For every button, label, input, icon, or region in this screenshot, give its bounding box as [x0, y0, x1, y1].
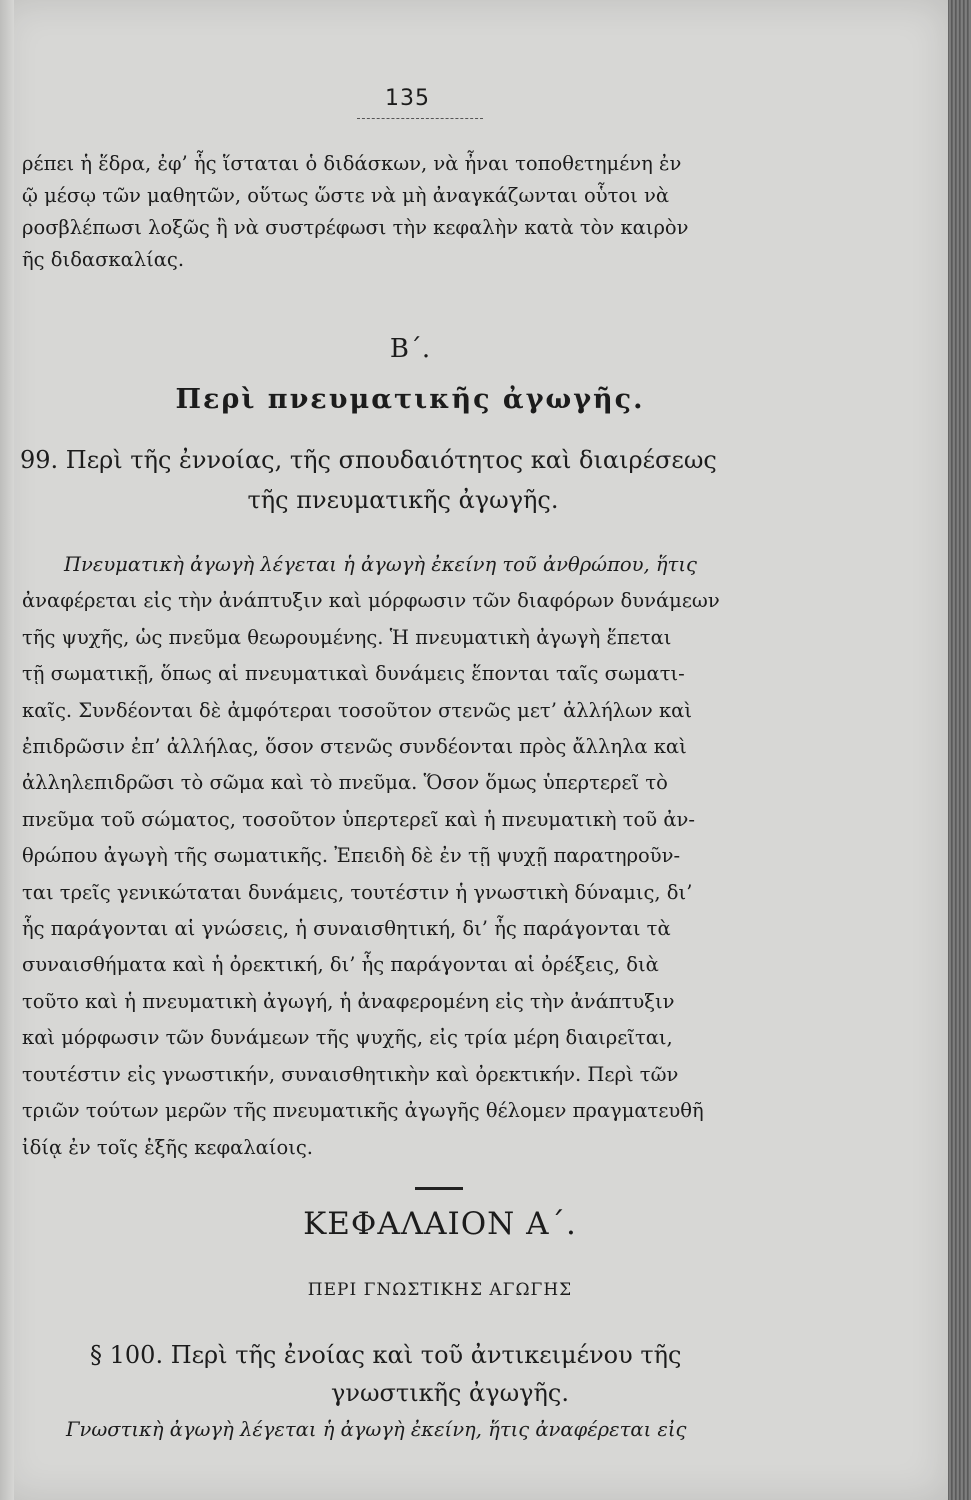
text-line: καῖς. Συνδέονται δὲ ἀμφότεραι τοσοῦτον στενῶς μετ’ ἀλλήλων καὶ	[22, 698, 692, 722]
text-line	[22, 547, 848, 583]
paragraph-100-heading	[90, 1336, 850, 1412]
page-number: 135	[385, 86, 430, 111]
text-block-top	[22, 148, 848, 276]
text-line: ῷ μέσῳ τῶν μαθητῶν, οὕτως ὥστε νὰ μὴ ἀναγκάζωνται οὗτοι νὰ	[22, 184, 670, 207]
italic-text: Πνευματικὴ ἀγωγὴ λέγεται ἡ ἀγωγὴ ἐκείνη τοῦ ἀνθρώπου, ἥτις	[64, 553, 697, 576]
text-line: τοῦτο καὶ ἡ πνευματικὴ ἀγωγή, ἡ ἀναφερομένη εἰς τὴν ἀνάπτυξιν	[22, 989, 675, 1013]
text-line: ἧς παράγονται αἱ γνώσεις, ἡ συναισθητική, δι’ ἧς παράγονται τὰ	[22, 917, 671, 941]
text-line: τῇ σωματικῇ, ὅπως αἱ πνευματικαὶ δυνάμεις ἕπονται ταῖς σωματι-	[22, 662, 685, 686]
chapter-subtitle: ΠΕΡΙ ΓΝΩΣΤΙΚΗΣ ΑΓΩΓΗΣ	[307, 1280, 573, 1300]
text-line: ἐπιδρῶσιν ἐπ’ ἀλλήλας, ὅσον στενῶς συνδέονται πρὸς ἄλληλα καὶ	[22, 735, 687, 759]
text-line: ῆς διδασκαλίας.	[22, 248, 185, 271]
binding-gutter	[0, 0, 14, 1500]
text-line: τουτέστιν εἰς γνωστικήν, συναισθητικὴν καὶ ὀρεκτικήν. Περὶ τῶν	[22, 1062, 679, 1086]
text-block-bottom	[22, 1414, 848, 1446]
page-number-rule	[357, 118, 483, 119]
chapter-separator-rule	[415, 1187, 463, 1190]
text-line: ἀλληλεπιδρῶσι τὸ σῶμα καὶ τὸ πνεῦμα. Ὅσον ὅμως ὑπερτερεῖ τὸ	[22, 771, 668, 795]
heading-line: § 100. Περὶ τῆς ἐνοίας καὶ τοῦ ἀντικειμένου τῆς	[90, 1341, 682, 1369]
section-title: Περὶ πνευματικῆς ἀγωγῆς.	[175, 384, 645, 415]
text-line: τριῶν τούτων μερῶν τῆς πνευματικῆς ἀγωγῆς θέλομεν πραγματευθῆ	[22, 1099, 704, 1123]
text-line: θρώπου ἀγωγὴ τῆς σωματικῆς. Ἐπειδὴ δὲ ἐν τῇ ψυχῇ παρατηροῦν-	[22, 844, 681, 868]
heading-line: 99. Περὶ τῆς ἐννοίας, τῆς σπουδαιότητος καὶ διαιρέσεως	[20, 446, 717, 474]
text-line: ροσβλέπωσι λοξῶς ἢ νὰ συστρέφωσι τὴν κεφαλὴν κατὰ τὸν καιρὸν	[22, 216, 689, 239]
text-line	[22, 1414, 848, 1446]
italic-text: Γνωστικὴ ἀγωγὴ λέγεται ἡ ἀγωγὴ ἐκείνη, ἥτις ἀναφέρεται εἰς	[66, 1418, 687, 1441]
text-line: ἀναφέρεται εἰς τὴν ἀνάπτυξιν καὶ μόρφωσιν τῶν διαφόρων δυνάμεων	[22, 589, 720, 613]
text-line: πνεῦμα τοῦ σώματος, τοσοῦτον ὑπερτερεῖ καὶ ἡ πνευματικὴ τοῦ ἀν-	[22, 807, 695, 831]
section-letter: Β΄.	[389, 334, 431, 364]
paragraph-99-heading	[20, 440, 846, 520]
text-line: ται τρεῖς γενικώταται δυνάμεις, τουτέστιν ἡ γνωστικὴ δύναμις, δι’	[22, 880, 693, 904]
text-line: τῆς ψυχῆς, ὡς πνεῦμα θεωρουμένης. Ἡ πνευματικὴ ἀγωγὴ ἕπεται	[22, 625, 672, 649]
text-line: καὶ μόρφωσιν τῶν δυνάμεων τῆς ψυχῆς, εἰς τρία μέρη διαιρεῖται,	[22, 1026, 673, 1050]
chapter-title: ΚΕΦΑΛΑΙΟΝ Α΄.	[303, 1206, 577, 1242]
text-line: ἰδίᾳ ἐν τοῖς ἑξῆς κεφαλαίοις.	[22, 1135, 314, 1159]
text-line: ρέπει ἡ ἕδρα, ἐφ’ ἧς ἵσταται ὁ διδάσκων, νὰ ἦναι τοποθετημένη ἐν	[22, 152, 682, 175]
page-stack-edge	[948, 0, 971, 1500]
heading-line: τῆς πνευματικῆς ἀγωγῆς.	[247, 486, 559, 514]
heading-line: γνωστικῆς ἀγωγῆς.	[331, 1379, 569, 1407]
text-line: συναισθήματα καὶ ἡ ὀρεκτική, δι’ ἧς παράγονται αἱ ὀρέξεις, διὰ	[22, 953, 659, 977]
text-block-main	[22, 547, 848, 1166]
